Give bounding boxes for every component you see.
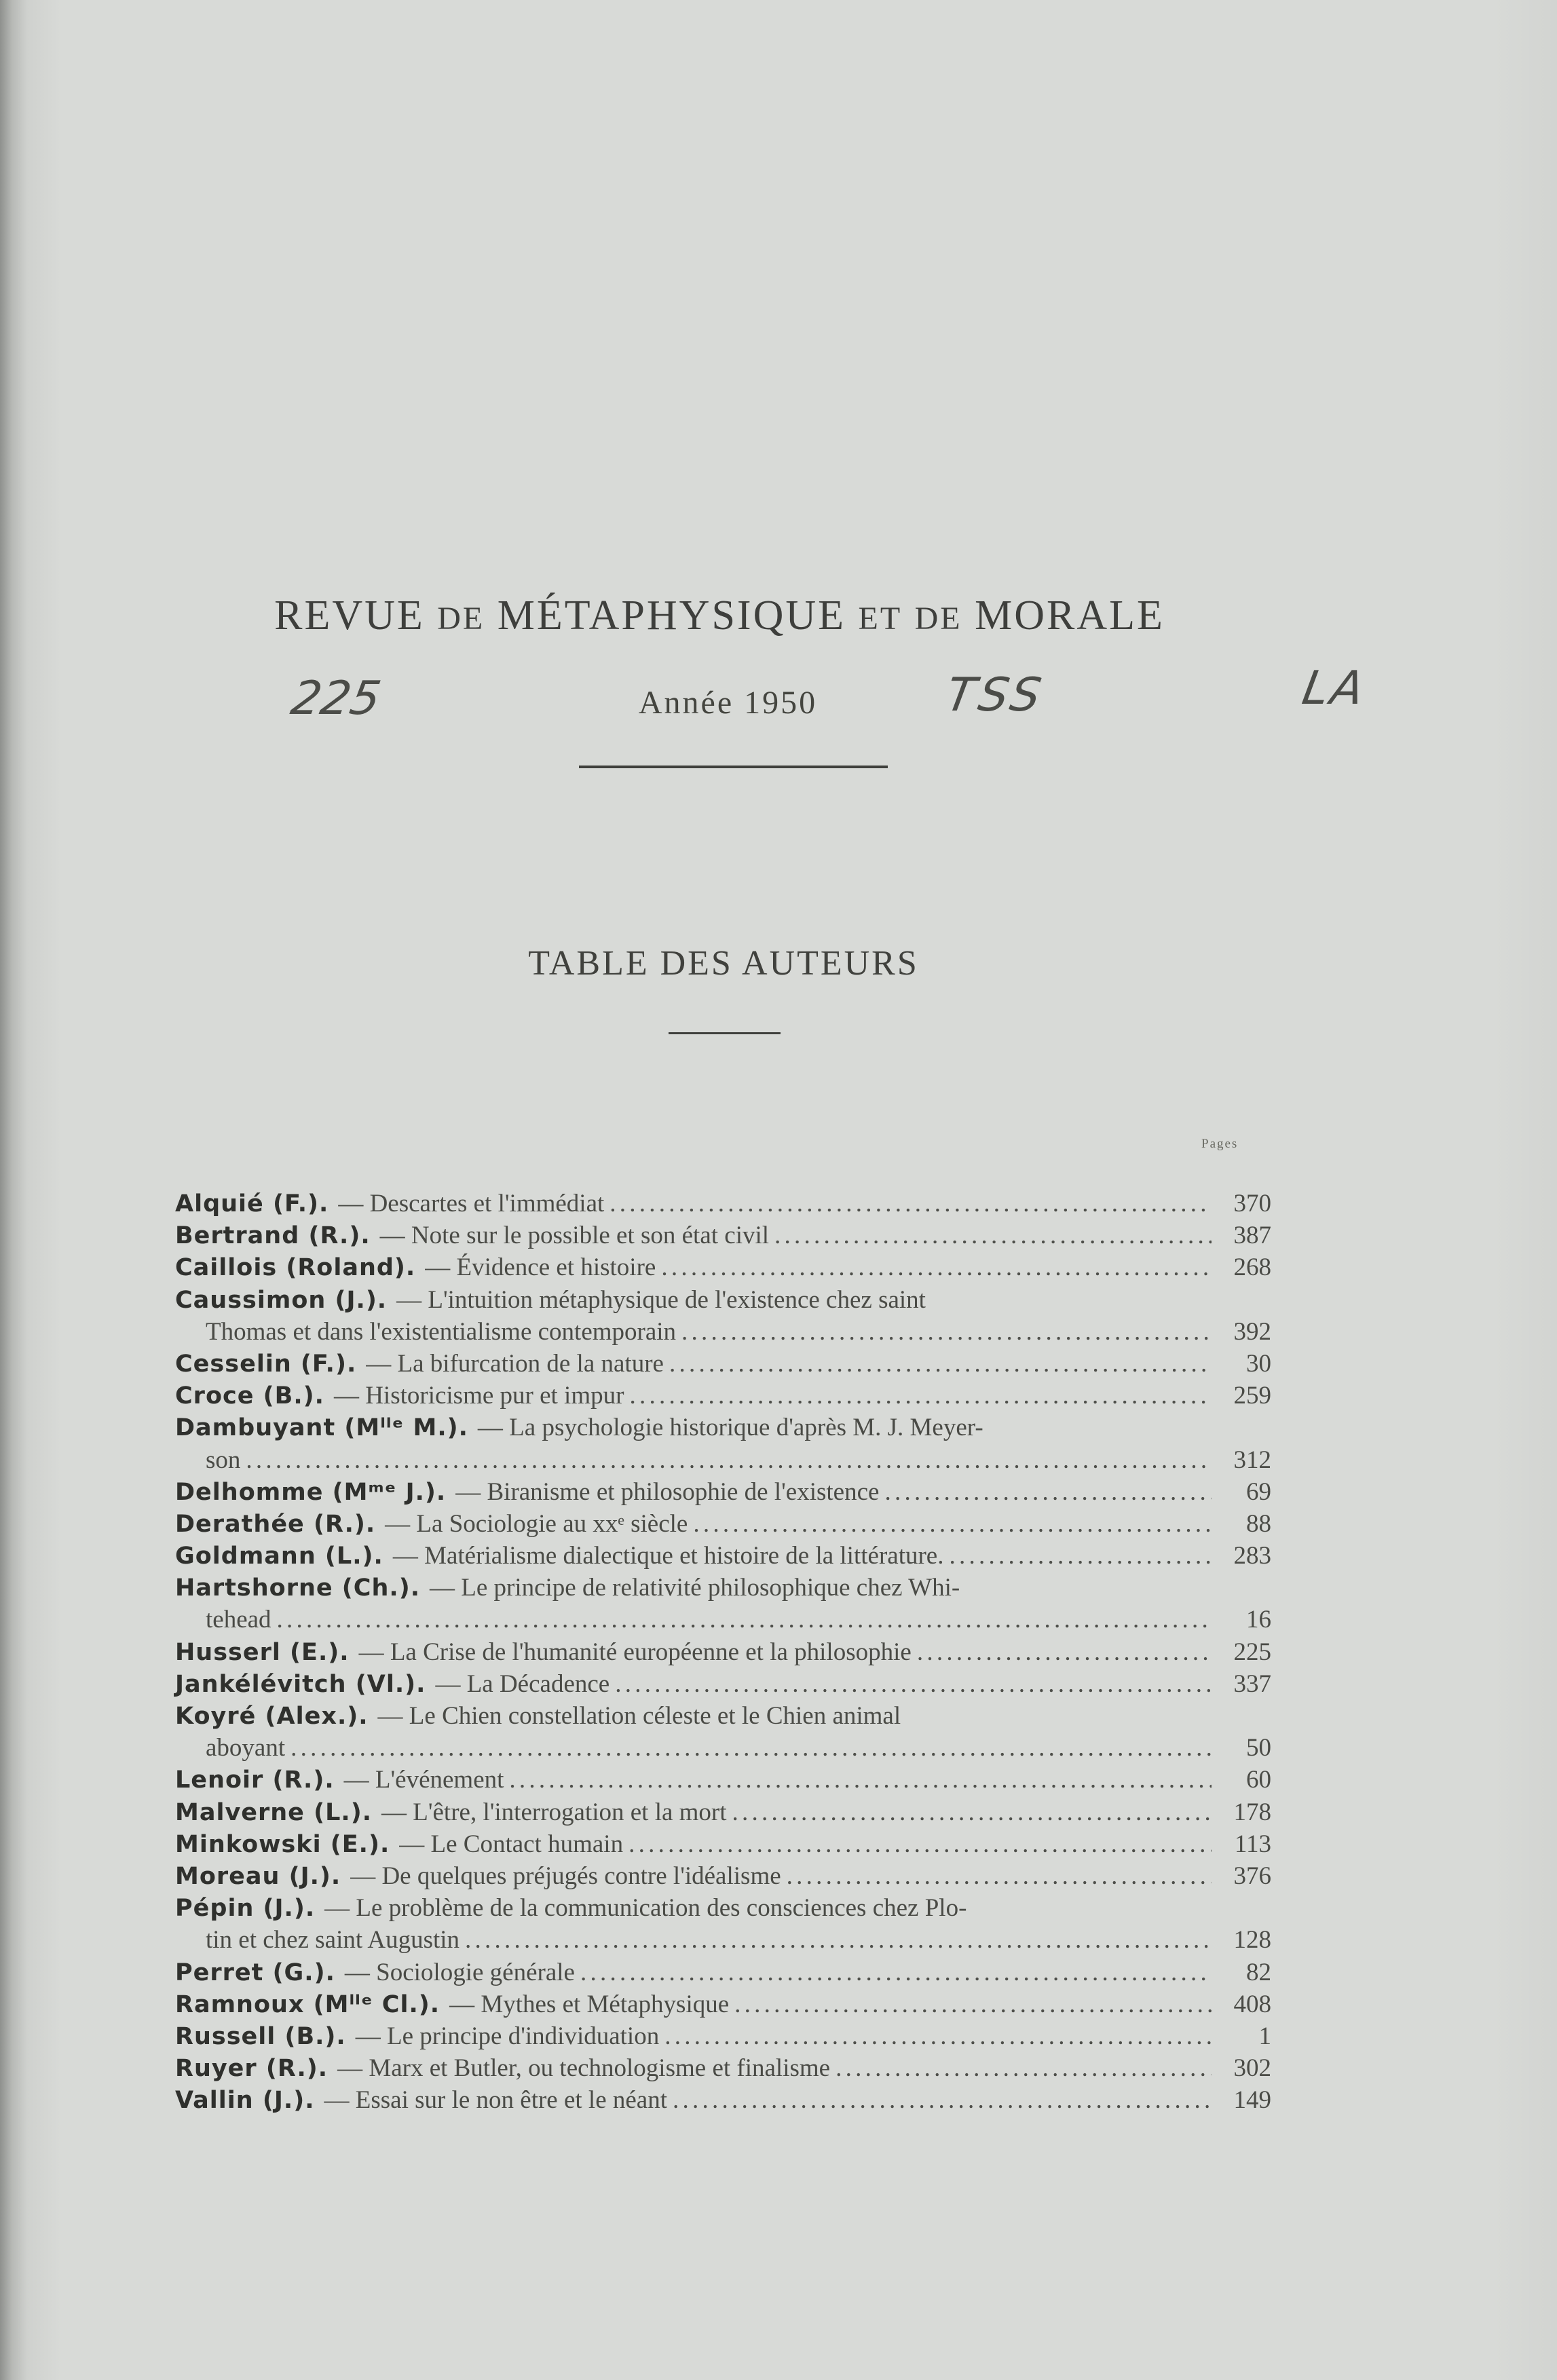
title-word: DE: [437, 601, 485, 637]
section-title: TABLE DES AUTEURS: [528, 944, 919, 983]
toc-entry-line: [175, 1284, 1271, 1316]
toc-entry: [175, 1412, 1271, 1475]
page-number: 113: [1234, 1830, 1271, 1858]
leader-dots: [787, 1860, 1212, 1892]
article-title: — La Décadence: [435, 1669, 610, 1698]
toc-entry-line: [175, 2084, 1271, 2116]
toc-entry-line: [175, 1220, 1271, 1251]
divider-rule: [579, 766, 888, 768]
toc-entry-line: [175, 1988, 1271, 2020]
author-name: Husserl (E.).: [175, 1638, 350, 1666]
page-number: 259: [1233, 1382, 1271, 1410]
page-number: 82: [1246, 1958, 1271, 1986]
toc-entry-line: [175, 1892, 1271, 1924]
leader-dots: [734, 1988, 1212, 2020]
author-name: Ruyer (R.).: [175, 2055, 329, 2083]
toc-entry-line: [175, 1412, 1271, 1443]
leader-dots: [629, 1380, 1212, 1412]
page-number: 392: [1233, 1317, 1271, 1346]
page-number: 387: [1233, 1222, 1271, 1250]
leader-dots: [290, 1732, 1212, 1764]
title-word: REVUE: [274, 592, 425, 639]
leader-dots: [774, 1220, 1212, 1251]
leader-dots: [673, 2084, 1212, 2116]
page-number: 312: [1233, 1446, 1271, 1474]
page-number: 149: [1233, 2086, 1271, 2115]
toc-entry-continuation: [175, 1444, 1271, 1476]
author-name: Pépin (J.).: [175, 1895, 316, 1923]
author-name: Croce (B.).: [175, 1382, 324, 1410]
leader-dots: [669, 1348, 1212, 1380]
leader-dots: [509, 1764, 1212, 1796]
toc-entry: [175, 1572, 1271, 1636]
article-title: — Le Chien constellation céleste et le Chien animal: [377, 1702, 901, 1730]
toc-entry-line: [175, 1380, 1271, 1412]
author-name: Dambuyant (Mˡˡᵉ M.).: [175, 1414, 468, 1442]
page-number: 370: [1233, 1190, 1271, 1217]
toc-entry-line: [175, 1828, 1271, 1860]
page-number: 60: [1246, 1766, 1271, 1794]
article-title: — Marx et Butler, ou technologisme et finalisme: [337, 2054, 831, 2083]
leader-dots: [917, 1636, 1212, 1668]
page-number: 30: [1246, 1349, 1271, 1378]
toc-entry: [175, 1188, 1271, 1220]
toc-entry: [175, 2052, 1271, 2084]
article-title-continuation: aboyant: [206, 1734, 286, 1762]
toc-entry-line: [175, 1860, 1271, 1892]
article-title-continuation: tehead: [206, 1606, 271, 1634]
author-name: Caussimon (J.).: [175, 1286, 388, 1314]
title-word: ET: [858, 601, 903, 637]
article-title: — De quelques préjugés contre l'idéalisme: [350, 1862, 781, 1890]
article-title-continuation: tin et chez saint Augustin: [206, 1926, 460, 1954]
article-title: — Sociologie générale: [344, 1958, 575, 1986]
author-name: Caillois (Roland).: [175, 1254, 416, 1282]
author-name: Minkowski (E.).: [175, 1830, 390, 1858]
page-number: 283: [1233, 1542, 1271, 1570]
toc-entry: [175, 1220, 1271, 1251]
toc-entry-line: [175, 1540, 1271, 1572]
toc-entry: [175, 1668, 1271, 1700]
leader-dots: [693, 1508, 1212, 1540]
toc-entry: [175, 1476, 1271, 1508]
author-name: Alquié (F.).: [175, 1190, 329, 1217]
page-number: 50: [1246, 1734, 1271, 1762]
divider-rule-short: [669, 1032, 781, 1034]
toc-entry-line: [175, 1508, 1271, 1540]
toc-entry: [175, 1860, 1271, 1892]
author-name: Perret (G.).: [175, 1959, 335, 1986]
article-title: — La Sociologie au xxᵉ siècle: [385, 1509, 688, 1538]
toc-entry: [175, 1380, 1271, 1412]
author-name: Ramnoux (Mˡˡᵉ Cl.).: [175, 1990, 440, 2018]
author-name: Bertrand (R.).: [175, 1222, 371, 1250]
toc-entry: [175, 1988, 1271, 2020]
page-number: 225: [1233, 1638, 1271, 1666]
article-title: — Note sur le possible et son état civil: [379, 1222, 770, 1250]
article-title: — La psychologie historique d'après M. J. Meyer-: [477, 1414, 983, 1442]
journal-title: [0, 592, 1439, 640]
article-title: — Historicisme pur et impur: [333, 1382, 624, 1410]
leader-dots: [580, 1957, 1212, 1988]
leader-dots: [629, 1828, 1212, 1860]
article-title: — La bifurcation de la nature: [366, 1349, 664, 1378]
leader-dots: [465, 1924, 1212, 1956]
article-title: — L'intuition métaphysique de l'existence chez saint: [396, 1285, 926, 1314]
leader-dots: [836, 2052, 1212, 2084]
article-title: — Descartes et l'immédiat: [338, 1190, 605, 1217]
toc-entry-line: [175, 1957, 1271, 1988]
article-title: — Biranisme et philosophie de l'existence: [455, 1477, 880, 1506]
leader-dots: [609, 1188, 1212, 1220]
title-word: MÉTAPHYSIQUE: [497, 592, 846, 639]
toc-entry: [175, 1540, 1271, 1572]
handwritten-note-center: TSS: [942, 668, 1049, 722]
author-name: Koyré (Alex.).: [175, 1703, 369, 1730]
author-name: Delhomme (Mᵐᵉ J.).: [175, 1478, 447, 1506]
toc-entry: [175, 2020, 1271, 2052]
article-title: — Mythes et Métaphysique: [449, 1990, 730, 2018]
page-number: 16: [1246, 1606, 1271, 1634]
leader-dots: [681, 1316, 1212, 1348]
toc-entry-line: [175, 1700, 1271, 1732]
toc-entry: [175, 1251, 1271, 1283]
page-number: 408: [1233, 1990, 1271, 2018]
year-label: Année 1950: [638, 685, 818, 721]
article-title: — Évidence et histoire: [425, 1253, 656, 1282]
toc-entry-line: [175, 2020, 1271, 2052]
pages-column-header: Pages: [1201, 1137, 1239, 1151]
leader-dots: [949, 1540, 1212, 1572]
toc-entry-line: [175, 1572, 1271, 1604]
page-number: 128: [1233, 1926, 1271, 1954]
page-number: 376: [1233, 1862, 1271, 1890]
page-number: 178: [1233, 1798, 1271, 1826]
author-name: Cesselin (F.).: [175, 1350, 357, 1378]
title-word: MORALE: [975, 592, 1165, 639]
page-number: 302: [1233, 2054, 1271, 2083]
toc-entry: [175, 1828, 1271, 1860]
article-title: — Matérialisme dialectique et histoire de la littérature.: [392, 1542, 944, 1570]
toc-entry: [175, 1284, 1271, 1348]
leader-dots: [615, 1668, 1212, 1700]
toc-entry: [175, 1700, 1271, 1764]
article-title: — L'événement: [343, 1766, 504, 1794]
page-number: 268: [1233, 1253, 1271, 1282]
toc-entry-line: [175, 1188, 1271, 1220]
toc-entry: [175, 1957, 1271, 1988]
title-word: DE: [914, 601, 962, 637]
author-name: Derathée (R.).: [175, 1510, 376, 1538]
leader-dots: [884, 1476, 1212, 1508]
toc-entry-line: [175, 1764, 1271, 1796]
toc-entry-line: [175, 1796, 1271, 1828]
toc-entry-line: [175, 1251, 1271, 1283]
leader-dots: [277, 1604, 1212, 1636]
article-title-continuation: son: [206, 1446, 241, 1474]
author-name: Goldmann (L.).: [175, 1543, 383, 1570]
toc-entry: [175, 1636, 1271, 1668]
article-title: — La Crise de l'humanité européenne et la philosophie: [358, 1638, 912, 1666]
leader-dots: [664, 2020, 1212, 2052]
author-name: Hartshorne (Ch.).: [175, 1574, 420, 1602]
toc-entry-continuation: [175, 1316, 1271, 1348]
page-number: 88: [1246, 1509, 1271, 1538]
author-name: Russell (B.).: [175, 2022, 346, 2050]
page-number: 337: [1233, 1669, 1271, 1698]
article-title: — Essai sur le non être et le néant: [324, 2086, 667, 2115]
author-name: Malverne (L.).: [175, 1798, 372, 1826]
toc-entry-line: [175, 1348, 1271, 1380]
toc-entry-continuation: [175, 1924, 1271, 1956]
author-name: Jankélévitch (Vl.).: [175, 1670, 426, 1698]
handwritten-note-right: LA: [1298, 662, 1371, 715]
toc-entry-line: [175, 1668, 1271, 1700]
author-name: Vallin (J.).: [175, 2087, 315, 2115]
toc-entry: [175, 1764, 1271, 1796]
article-title: — Le Contact humain: [399, 1830, 624, 1858]
article-title: — L'être, l'interrogation et la mort: [381, 1798, 727, 1826]
page-number: 1: [1258, 2022, 1271, 2050]
toc-entry-continuation: [175, 1732, 1271, 1764]
toc-entry: [175, 1508, 1271, 1540]
article-title: — Le principe de relativité philosophique chez Whi-: [429, 1574, 960, 1602]
handwritten-note-left: 225: [287, 672, 385, 725]
author-table: [175, 1188, 1271, 2116]
author-name: Moreau (J.).: [175, 1862, 341, 1890]
toc-entry-line: [175, 1636, 1271, 1668]
leader-dots: [246, 1444, 1212, 1476]
leader-dots: [732, 1796, 1212, 1828]
author-name: Lenoir (R.).: [175, 1767, 335, 1794]
page-number: 69: [1246, 1477, 1271, 1506]
toc-entry-continuation: [175, 1604, 1271, 1636]
toc-entry-line: [175, 2052, 1271, 2084]
toc-entry: [175, 1892, 1271, 1956]
toc-entry-line: [175, 1476, 1271, 1508]
toc-entry: [175, 2084, 1271, 2116]
article-title: — Le principe d'individuation: [355, 2022, 660, 2050]
toc-entry: [175, 1796, 1271, 1828]
toc-entry: [175, 1348, 1271, 1380]
leader-dots: [661, 1251, 1212, 1283]
article-title: — Le problème de la communication des consciences chez Plo-: [324, 1894, 967, 1923]
article-title-continuation: Thomas et dans l'existentialisme contemporain: [206, 1317, 677, 1346]
